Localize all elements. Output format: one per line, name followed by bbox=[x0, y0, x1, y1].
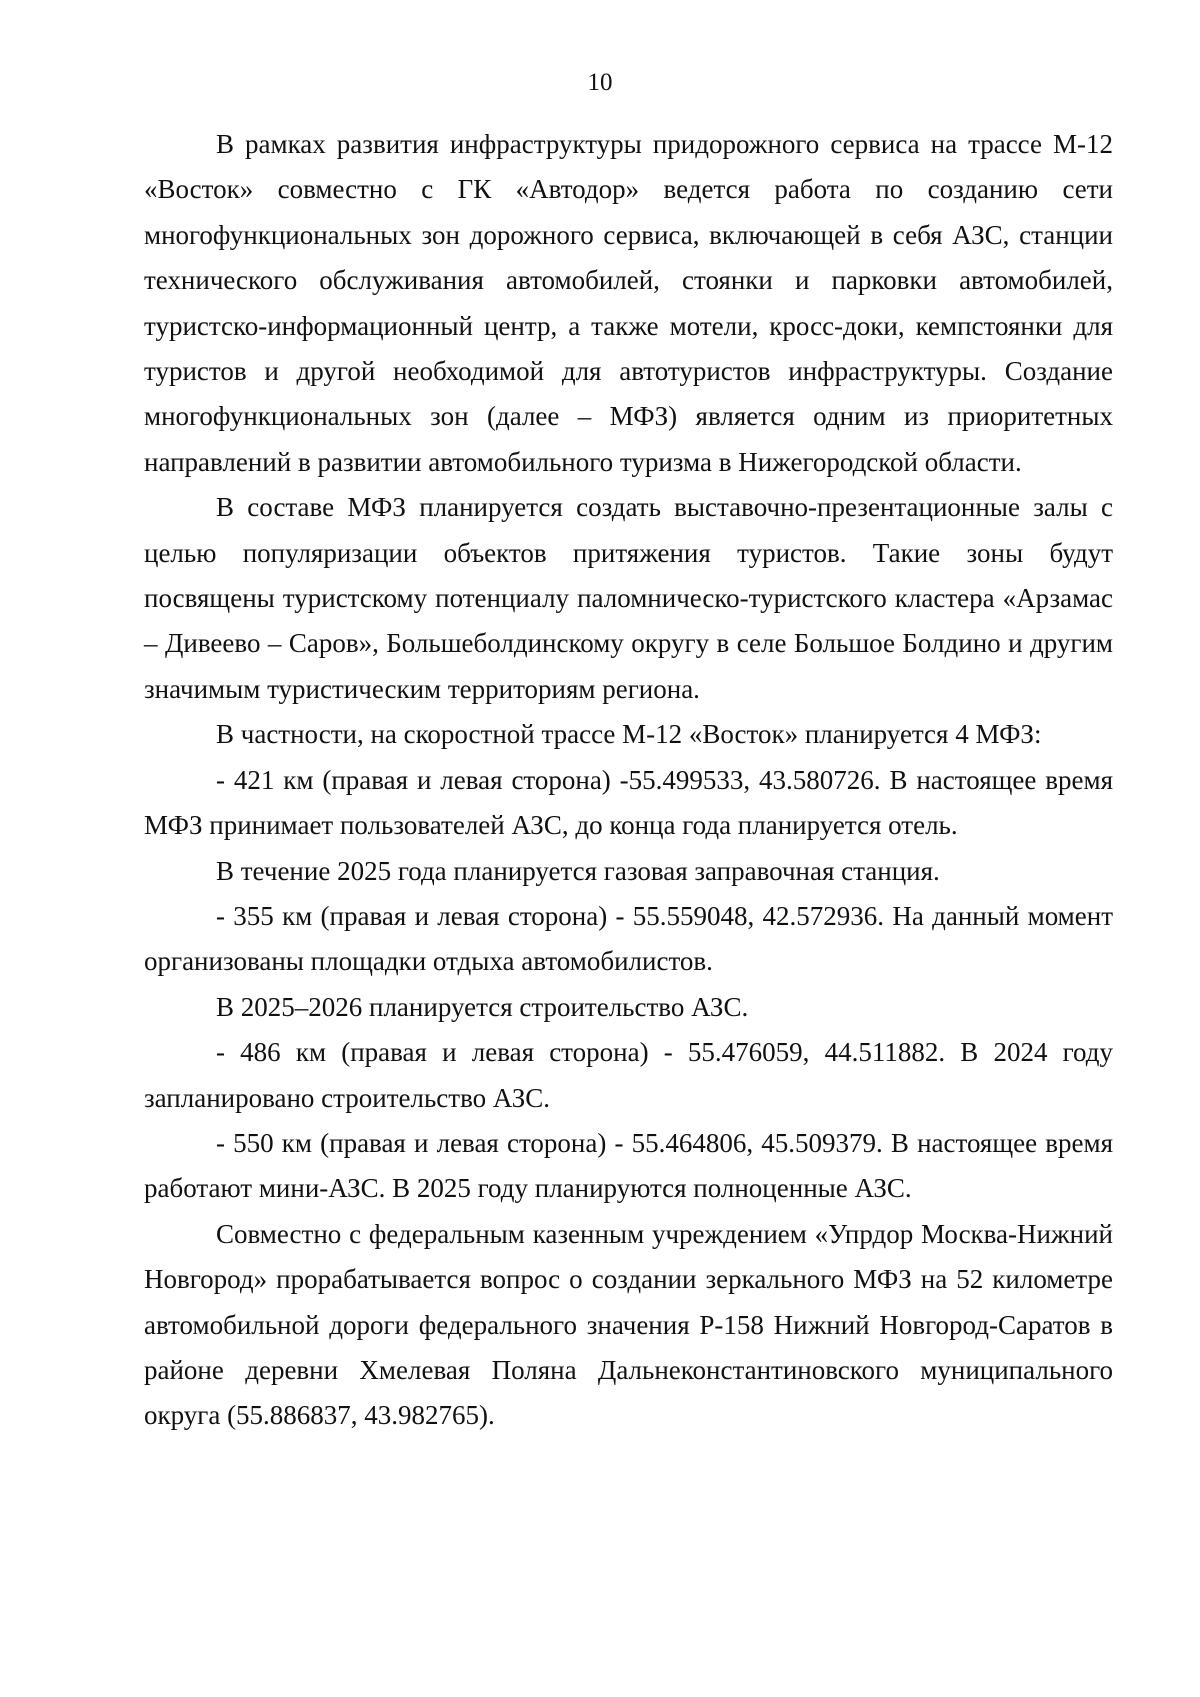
document-body bbox=[144, 122, 1113, 1439]
paragraph-mirror-mfz: Совместно с федеральным казенным учреждением «Упрдор Москва-Нижний Новгород» прорабатывается вопрос о создании зеркального МФЗ на 52 километре автомобильной дороги федерального значения Р-158 Нижний Новгород-Саратов в районе деревни Хмелевая Поляна Дальнеконстантиновского муниципального округа (55.886837, 43.982765). bbox=[144, 1218, 1113, 1431]
paragraph-km-421: - 421 км (правая и левая сторона) -55.499533, 43.580726. В настоящее время МФЗ принимает пользователей АЗС, до конца года планируется отель. bbox=[144, 764, 1113, 841]
paragraph-infrastructure-intro: В рамках развития инфраструктуры придорожного сервиса на трассе М-12 «Восток» совместно с ГК «Автодор» ведется работа по созданию сети многофункциональных зон дорожного сервиса, включающей в себя АЗС, станции технического обслуживания автомобилей, стоянки и парковки автомобилей, туристско-информационный центр, а также мотели, кросс-доки, кемпстоянки для туристов и другой необходимой для автотуристов инфраструктуры. Создание многофункциональных зон (далее – МФЗ) является одним из приоритетных направлений в развитии автомобильного туризма в Нижегородской области. bbox=[144, 129, 1113, 477]
paragraph-km-486: - 486 км (правая и левая сторона) - 55.476059, 44.511882. В 2024 году запланировано строительство АЗС. bbox=[144, 1037, 1113, 1113]
paragraph-exhibition-halls: В составе МФЗ планируется создать выставочно-презентационные залы с целью популяризации объектов притяжения туристов. Такие зоны будут посвящены туристскому потенциалу паломническо-туристского кластера «Арзамас – Дивеево – Саров», Большеболдинскому округу в селе Большое Болдино и другим значимым туристическим территориям региона. bbox=[144, 492, 1113, 704]
paragraph-km-355: - 355 км (правая и левая сторона) - 55.559048, 42.572936. На данный момент организованы площадки отдыха автомобилистов. bbox=[144, 900, 1113, 977]
paragraph-km-355-plan: В 2025–2026 планируется строительство АЗС. bbox=[216, 991, 749, 1022]
paragraph-km-421-gas-station: В течение 2025 года планируется газовая заправочная станция. bbox=[216, 855, 940, 886]
paragraph-km-550: - 550 км (правая и левая сторона) - 55.464806, 45.509379. В настоящее время работают мини-АЗС. В 2025 году планируются полноценные АЗС. bbox=[144, 1127, 1113, 1204]
paragraph-m12-overview: В частности, на скоростной трассе М-12 «Восток» планируется 4 МФЗ: bbox=[216, 719, 1042, 750]
page-number: 10 bbox=[587, 69, 613, 96]
